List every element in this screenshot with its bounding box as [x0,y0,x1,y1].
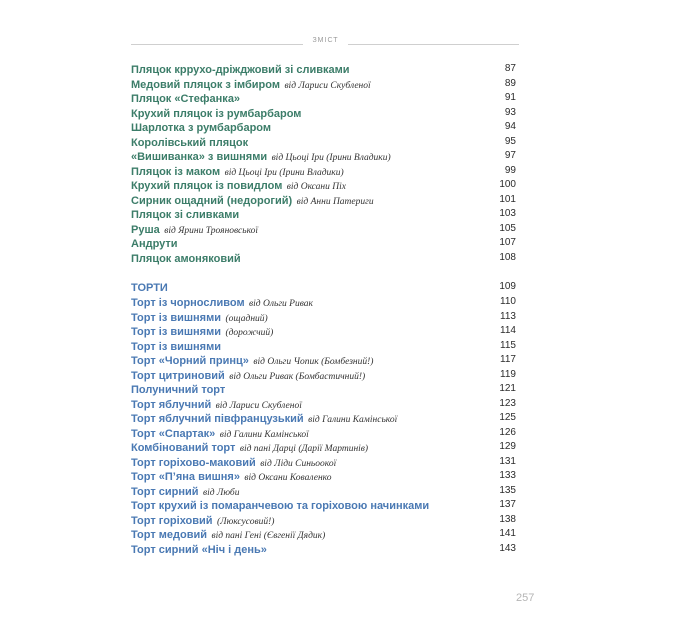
toc-entry-text [131,91,240,106]
toc-entry-text [131,236,178,251]
toc-entry-page: 121 [499,383,516,394]
toc-entry-title: Торт цитриновий [131,369,225,382]
toc-entry-text [131,542,267,557]
toc-list-pastries [131,62,516,265]
toc-entry-note: від Ольги Ривак (Бомбастичний!) [229,371,366,382]
toc-entry-title: Королівський пляцок [131,136,249,149]
toc-entry-page: 117 [500,354,516,365]
toc-entry-page: 114 [500,325,516,336]
toc-entry-page: 143 [499,542,516,554]
toc-entry-text [131,62,350,77]
toc-entry-title: Торт яблучний півфранцузький [131,413,304,425]
page-number: 257 [516,592,535,604]
toc-entry-text [131,498,429,513]
toc-entry-note: від Ольги Чопик (Бомбезний!) [253,357,374,367]
toc-entry[interactable] [131,397,516,412]
toc-entry-note: від Галини Камінської [219,429,309,440]
toc-entry-page: 110 [500,296,516,307]
toc-entry-title: Пляцок амоняковий [131,252,241,265]
toc-entry-note: від Лариси Скубленої [215,400,302,411]
toc-entry-page: 123 [499,397,516,409]
toc-entry-page: 105 [499,222,516,234]
toc-entry-title: Андрути [131,238,178,250]
section-page-number: 109 [499,281,516,292]
toc-entry[interactable] [131,368,516,383]
toc-entry[interactable] [131,193,516,208]
toc-entry-page: 95 [504,135,516,147]
toc-entry-text [131,135,248,150]
toc-entry[interactable] [131,513,516,528]
toc-entry-title: Пляцок кррухо-дріжджовий зі сливками [131,64,350,76]
toc-entry-title: Шарлотка з румбарбаром [131,122,272,134]
toc-entry[interactable] [131,91,516,106]
toc-entry-page: 131 [499,455,516,467]
toc-entry-page: 115 [500,339,516,351]
toc-entry-page: 107 [499,237,516,248]
toc-entry[interactable] [131,310,516,325]
toc-entry-text [131,251,241,266]
toc-entry[interactable] [131,251,516,266]
section-heading-row[interactable] [131,280,516,295]
toc-entry-page: 101 [499,193,516,205]
toc-entry[interactable] [131,222,516,237]
toc-entry-note: від Ольги Ривак [249,299,313,309]
toc-entry-title: Торт яблучний [131,398,212,411]
toc-entry-title: Торт медовий [131,529,208,541]
toc-entry-text [131,339,221,354]
section-title: ТОРТИ [131,282,168,294]
toc-entry-title: Торт горіхово-маковий [131,456,256,469]
toc-entry-title: Пляцок із маком [131,165,221,178]
toc-entry-note: від пані Дарці (Дарії Мартинів) [239,444,369,454]
toc-list-cakes [131,295,516,556]
toc-entry-title: Крухий пляцок із повидлом [131,180,283,192]
toc-entry[interactable] [131,484,516,499]
toc-entry-note: від пані Гені (Євгенії Дядик) [211,531,326,541]
toc-entry-page: 138 [499,513,516,525]
toc-entry[interactable] [131,135,516,150]
toc-entry-title: Крухий пляцок із румбарбаром [131,107,302,120]
toc-entry-title: Комбінований торт [131,442,236,454]
toc-entry-title: Торт сирний «Ніч і день» [131,543,267,556]
toc-entry-page: 135 [499,484,516,496]
toc-entry[interactable] [131,339,516,354]
toc-entry-note: від Цьоці Іри (Ірини Владики) [224,167,344,178]
toc-entry[interactable] [131,527,516,542]
toc-entry[interactable] [131,120,516,135]
toc-entry[interactable] [131,149,516,164]
toc-entry-title: Руша [131,223,160,236]
toc-entry-page: 119 [500,368,516,380]
toc-entry-title: Торт «Спартак» [131,427,216,440]
toc-entry-title: «Вишиванка» з вишнями [131,151,268,163]
toc-entry[interactable] [131,178,516,193]
toc-entry-title: Торт крухий із помаранчевою та горіховою начинками [131,500,430,512]
header-rule-right [348,44,519,45]
toc-entry-page: 94 [504,121,516,132]
toc-entry-page: 141 [499,528,516,539]
toc-entry-title: Пляцок зі сливками [131,209,240,221]
toc-entry-page: 108 [499,251,516,263]
toc-entry[interactable] [131,77,516,92]
toc-entry-page: 126 [499,426,516,438]
toc-entry-page: 113 [500,310,516,322]
toc-entry-note: від Ліди Синьоокої [260,458,337,469]
toc-entry-title: Медовий пляцок з імбиром [131,78,280,91]
toc-entry-page: 137 [499,499,516,510]
toc-entry[interactable] [131,382,516,397]
toc-entry-note: (дорожчий) [225,328,274,338]
toc-entry-page: 97 [504,150,516,161]
toc-entry-title: Торт із вишнями [131,326,221,338]
toc-entry-note: від Ярини Трояновської [164,225,259,236]
toc-entry-text [131,207,239,222]
toc-entry-title: Торт із вишнями [131,311,221,324]
toc-entry-page: 89 [504,77,516,89]
toc-entry-note: від Люби [202,487,240,498]
toc-entry[interactable] [131,207,516,222]
toc-entry-note: (Люксусовий!) [217,516,275,527]
toc-entry-page: 125 [499,412,516,423]
toc-entry-title: Полуничний торт [131,384,226,396]
toc-entry-note: від Анни Патериги [296,196,374,207]
toc-entry-note: від Цьоці Іри (Ірини Владики) [271,153,391,163]
toc-entry-note: від Оксани Піх [286,182,346,192]
toc-entry[interactable] [131,353,516,368]
toc-entry[interactable] [131,106,516,121]
toc-entry[interactable] [131,324,516,339]
toc-entry-page: 93 [504,106,516,118]
toc-entry-text [131,106,301,121]
toc-entry[interactable] [131,164,516,179]
toc-entry-page: 133 [499,470,516,481]
toc-section-heading [131,280,516,295]
toc-entry-title: Сирник ощадний (недорогий) [131,194,293,207]
toc-entry[interactable] [131,295,516,310]
toc-entry-page: 103 [499,208,516,219]
toc-entry-note: від Лариси Скубленої [284,80,371,91]
toc-entry-title: Торт сирний [131,485,199,498]
toc-entry-page: 129 [499,441,516,452]
toc-entry[interactable] [131,62,516,77]
toc-entry-note: (ощадний) [225,313,268,324]
toc-entry-title: Торт із чорносливом [131,297,245,309]
toc-entry[interactable] [131,440,516,455]
toc-entry[interactable] [131,498,516,513]
toc-entry-text [131,120,271,135]
toc-entry-page: 99 [504,164,516,176]
toc-entry-title: Торт «П’яна вишня» [131,471,240,483]
toc-entry-note: від Галини Камінської [308,415,398,425]
toc-entry-page: 91 [504,92,516,103]
running-header: ЗМІСТ [312,37,339,44]
toc-entry[interactable] [131,469,516,484]
toc-entry[interactable] [131,236,516,251]
toc-entry[interactable] [131,426,516,441]
toc-entry-title: Пляцок «Стефанка» [131,93,241,105]
toc-entry-page: 100 [499,179,516,190]
toc-entry[interactable] [131,542,516,557]
toc-entry-title: Торт горіховий [131,514,213,527]
toc-entry-page: 87 [504,63,516,74]
toc-entry-note: від Оксани Коваленко [244,473,332,483]
toc-entry[interactable] [131,455,516,470]
toc-entry[interactable] [131,411,516,426]
toc-entry-title: Торт із вишнями [131,340,221,353]
header-rule-left [131,44,303,45]
toc-entry-title: Торт «Чорний принц» [131,355,249,367]
